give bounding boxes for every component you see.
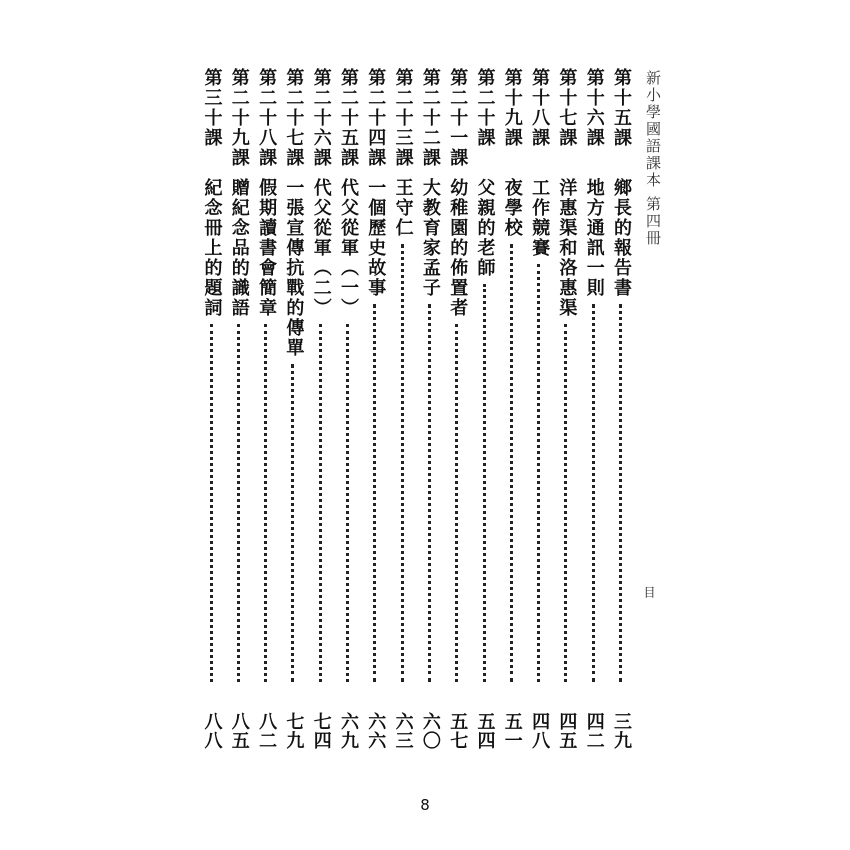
lesson-number: 第二十二課 [419,68,441,168]
page-folio: 8 [420,796,430,814]
lesson-number: 第十六課 [583,68,605,148]
lesson-number: 第二十一課 [447,68,469,168]
lesson-number: 第二十五課 [338,68,359,168]
toc-entry [553,68,579,750]
lesson-title: 鄉長的報告書 [611,178,632,298]
toc-entry [280,68,306,750]
toc-entry [444,68,470,750]
page-number: 六九 [338,712,359,750]
lesson-title: 父親的老師 [474,178,496,278]
leader-dots [291,364,294,682]
page-number: 六三 [392,712,414,750]
toc-entry [581,68,607,750]
page-number: 四八 [529,712,551,750]
leader-dots [428,304,431,682]
page-number: 六〇 [419,712,441,750]
lesson-number: 第二十三課 [392,68,414,168]
lesson-number: 第二十四課 [365,68,387,168]
page-number: 五四 [474,712,496,750]
page-number: 五七 [447,712,469,750]
lesson-number: 第十五課 [611,68,632,148]
lesson-title: 假期讀書會簡章 [256,178,278,318]
page-number: 五一 [501,712,523,750]
page-number: 四五 [556,712,578,750]
toc-entry [390,68,416,750]
lesson-title: 紀念冊上的題詞 [201,178,223,318]
toc-entry [308,68,334,750]
toc-entry [526,68,552,750]
leader-dots [483,284,486,682]
lesson-number: 第十九課 [501,68,523,148]
leader-dots [564,324,567,682]
toc-entry [226,68,252,750]
page-number: 八八 [201,712,223,750]
lesson-number: 第二十六課 [310,68,332,168]
lesson-title: 大教育家孟子 [419,178,441,298]
leader-dots [401,244,404,682]
lesson-title: 代父從軍（一） [338,178,359,318]
leader-dots [619,304,622,682]
lesson-number: 第二十八課 [256,68,278,168]
leader-dots [455,324,458,682]
lesson-title: 王守仁 [392,178,414,238]
page-number: 八二 [256,712,278,750]
leader-dots [319,324,322,682]
toc-entry [608,68,634,750]
leader-dots [264,324,267,682]
page-number: 七九 [283,712,305,750]
toc-entry [199,68,225,750]
leader-dots [592,304,595,682]
lesson-number: 第二十課 [474,68,496,148]
lesson-number: 第二十九課 [228,68,250,168]
leader-dots [237,324,240,682]
lesson-title: 幼稚園的佈置者 [447,178,469,318]
page-number: 七四 [310,712,332,750]
lesson-title: 一個歷史故事 [365,178,387,298]
leader-dots [537,264,540,682]
toc-entry [472,68,498,750]
lesson-number: 第十八課 [529,68,551,148]
page-number: 六六 [365,712,387,750]
lesson-number: 第十七課 [556,68,578,148]
side-mark: 目 [642,586,656,598]
toc-entry [253,68,279,750]
leader-dots [346,324,349,682]
lesson-number: 第三十課 [201,68,223,148]
page-number: 四二 [583,712,605,750]
lesson-number: 第二十七課 [283,68,305,168]
lesson-title: 一張宣傳抗戰的傳單 [283,178,305,358]
lesson-title: 代父從軍（二） [310,178,332,318]
toc-entry [335,68,361,750]
toc-entry [417,68,443,750]
table-of-contents [0,68,850,758]
toc-entry [499,68,525,750]
lesson-title: 洋惠渠和洛惠渠 [556,178,578,318]
lesson-title: 贈紀念品的識語 [228,178,250,318]
leader-dots [510,244,513,682]
leader-dots [210,324,213,682]
toc-entry [362,68,388,750]
leader-dots [373,304,376,682]
lesson-title: 夜學校 [501,178,523,238]
lesson-title: 地方通訊一則 [583,178,605,298]
lesson-title: 工作競賽 [529,178,551,258]
page-number: 八五 [228,712,250,750]
page-number: 三九 [611,712,632,750]
running-head: 新小學國語課本 第四冊 [644,70,662,247]
